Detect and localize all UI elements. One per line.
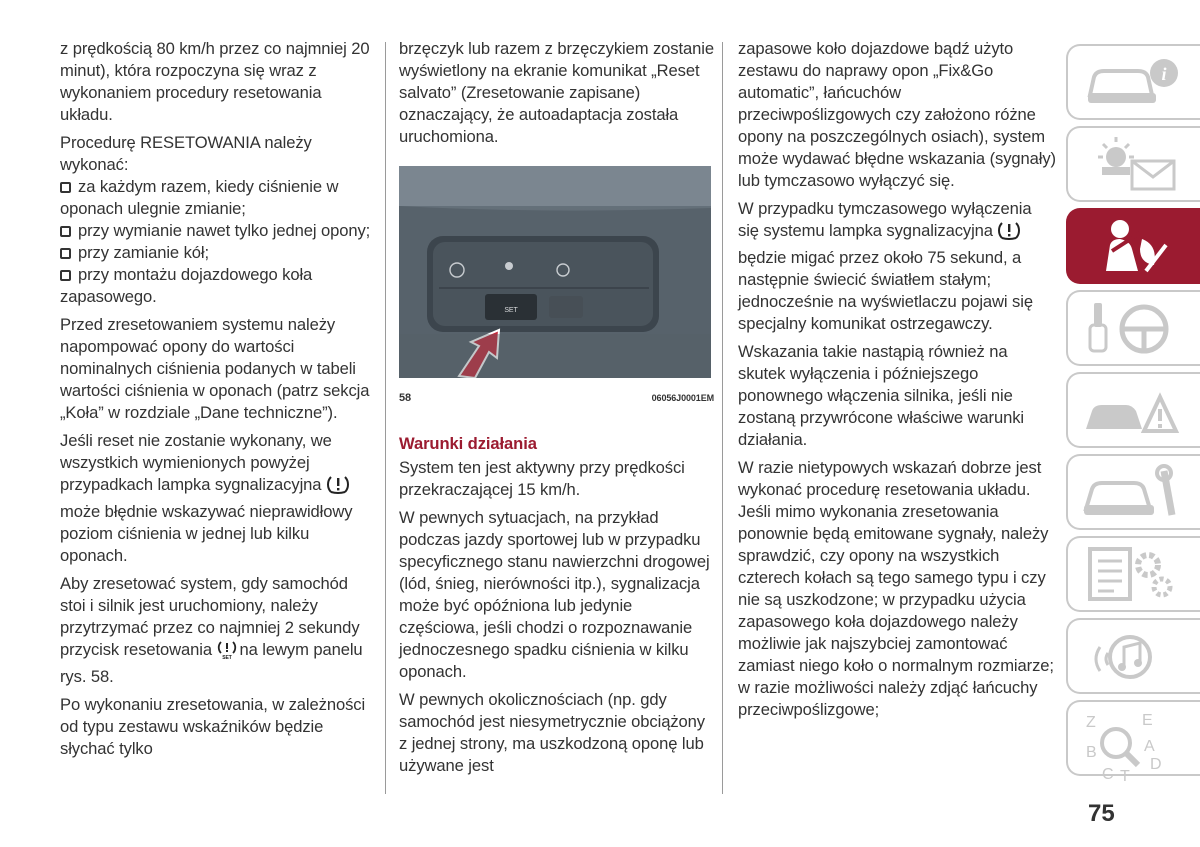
sidebar-tab-warning-lights[interactable] bbox=[1066, 126, 1200, 202]
svg-text:A: A bbox=[1144, 738, 1155, 755]
bullet-item: przy wymianie nawet tylko jednej opony; bbox=[60, 220, 372, 242]
sidebar-tab-multimedia[interactable] bbox=[1066, 618, 1200, 694]
paragraph: z prędkością 80 km/h przez co najmniej 20 minut), która rozpoczyna się wraz z wykonaniem procedury resetowania układu. bbox=[60, 39, 370, 124]
sidebar-tab-safety[interactable] bbox=[1066, 208, 1200, 284]
bullet-square-icon bbox=[60, 226, 71, 237]
paragraph: W pewnych okolicznościach (np. gdy samochód jest niesymetrycznie obciążony z jednej strony, ma uszkodzoną oponę lub używane jest bbox=[399, 690, 705, 775]
paragraph: System ten jest aktywny przy prędkości przekraczającej 15 km/h. bbox=[399, 458, 685, 499]
safety-airbag-icon bbox=[1080, 215, 1190, 277]
svg-text:T: T bbox=[1120, 768, 1130, 781]
svg-text:i: i bbox=[1161, 64, 1167, 84]
multimedia-icon bbox=[1080, 625, 1190, 687]
tire-pressure-warning-icon bbox=[326, 475, 350, 501]
paragraph: W pewnych sytuacjach, na przykład podczas jazdy sportowej lub w przypadku specyficznego stanu nawierzchni drogowej (lód, śnieg, nierówności itp.), sygnalizacja może być opóźniona lub jedynie częściowa, jeśli chodzi o rozpoznawanie jednoczesnego spadku ciśnienia w kilku oponach. bbox=[399, 508, 710, 681]
tire-reset-set-icon bbox=[217, 640, 237, 666]
page-number: 75 bbox=[1088, 800, 1115, 827]
paragraph: W przypadku tymczasowego wyłączenia się systemu lampka sygnalizacyjna będzie migać przez około 75 sekund, a następnie świecić światłem stałym; jednocześnie na wyświetlaczu pojawi się specjalny komunikat ostrzegawczy. bbox=[738, 199, 1033, 333]
figure-caption bbox=[399, 387, 714, 409]
svg-text:E: E bbox=[1142, 712, 1153, 729]
paragraph: Jeśli reset nie zostanie wykonany, we wszystkich wymienionych powyżej przypadkach lampka sygnalizacyjna może błędnie wskazywać nieprawidłowy poziom ciśnienia w jednej lub kilku oponach. bbox=[60, 431, 353, 565]
sidebar-tab-index[interactable] bbox=[1066, 700, 1200, 781]
text-column-right bbox=[738, 38, 1056, 727]
car-info-icon bbox=[1080, 51, 1190, 113]
paragraph: Procedurę RESETOWANIA należy wykonać: bbox=[60, 133, 312, 174]
paragraph: W razie nietypowych wskazań dobrze jest wykonać procedurę resetowania układu. Jeśli mimo wykonania zresetowania ponownie będą emitowane sygnały, należy sprawdzić, czy opony na wszystkich czterech kołach są tego samego typu i czy nie są uszkodzone; w przypadku użycia zapasowego koła dojazdowego należy możliwie jak najszybciej zamontować zamiast niego koło o normalnym rozmiarze; w razie możliwości należy zdjąć łańcuchy przeciwpoślizgowe; bbox=[738, 458, 1054, 719]
emergency-car-icon bbox=[1080, 379, 1190, 441]
bullet-square-icon bbox=[60, 182, 71, 193]
svg-text:C: C bbox=[1102, 766, 1114, 781]
technical-data-icon bbox=[1080, 543, 1190, 605]
paragraph: zapasowe koło dojazdowe bądź użyto zestawu do naprawy opon „Fix&Go automatic”, łańcuchów przeciwpoślizgowych czy założono różne opony na poszczególnych osiach), system może wydawać błędne wskazania (sygnały) lub tymczasowo wyłączyć się. bbox=[738, 39, 1056, 190]
svg-text:D: D bbox=[1150, 756, 1162, 773]
paragraph: Wskazania takie nastąpią również na skutek wyłączenia i późniejszego ponownego włączenia silnika, jeśli nie zostaną przywrócone właściwe warunki działania. bbox=[738, 342, 1024, 449]
paragraph: Po wykonaniu zresetowania, w zależności od typu zestawu wskaźników będzie słychać tylko bbox=[60, 695, 366, 758]
sidebar-tab-service[interactable] bbox=[1066, 454, 1200, 530]
paragraph: Aby zresetować system, gdy samochód stoi i silnik jest uruchomiony, należy przytrzymać przez co najmniej 2 sekundy przycisk resetowania SET na lewym panelu rys. 58. bbox=[60, 574, 363, 686]
column-divider bbox=[385, 42, 386, 794]
text-column-left bbox=[60, 38, 372, 766]
car-service-wrench-icon bbox=[1080, 461, 1190, 523]
bullet-item: przy zamianie kół; bbox=[60, 242, 372, 264]
key-steering-wheel-icon bbox=[1080, 297, 1190, 359]
svg-text:Z: Z bbox=[1086, 714, 1096, 731]
sidebar-tab-car-info[interactable] bbox=[1066, 44, 1200, 120]
bullet-item: za każdym razem, kiedy ciśnienie w oponach ulegnie zmianie; bbox=[60, 177, 339, 218]
sidebar-tab-starting-driving[interactable] bbox=[1066, 290, 1200, 366]
tire-pressure-warning-icon bbox=[997, 221, 1021, 247]
section-heading: Warunki działania bbox=[399, 434, 537, 453]
text-column-middle bbox=[399, 38, 714, 783]
paragraph: Przed zresetowaniem systemu należy napompować opony do wartości nominalnych ciśnienia podanych w tabeli wartości ciśnienia w oponach (patrz sekcja „Koła” w rozdziale „Dane techniczne”). bbox=[60, 315, 370, 422]
dashboard-panel-photo bbox=[399, 166, 711, 378]
bullet-square-icon bbox=[60, 270, 71, 281]
svg-text:SET: SET bbox=[221, 655, 232, 660]
column-divider bbox=[722, 42, 723, 794]
paragraph: brzęczyk lub razem z brzęczykiem zostanie wyświetlony na ekranie komunikat „Reset salvato” (Zresetowanie zapisane) oznaczający, że autoadaptacja została uruchomiona. bbox=[399, 39, 714, 146]
figure-code: 06056J0001EM bbox=[651, 393, 714, 403]
set-button-label: SET bbox=[504, 307, 518, 314]
sidebar-tab-technical-data[interactable] bbox=[1066, 536, 1200, 612]
sidebar-tab-emergency[interactable] bbox=[1066, 372, 1200, 448]
bullet-item: przy montażu dojazdowego koła zapasowego. bbox=[60, 265, 313, 306]
index-search-icon bbox=[1080, 707, 1190, 781]
figure-number: 58 bbox=[399, 392, 412, 404]
svg-text:B: B bbox=[1086, 744, 1097, 761]
bullet-square-icon bbox=[60, 248, 71, 259]
warning-lights-message-icon bbox=[1080, 133, 1190, 195]
